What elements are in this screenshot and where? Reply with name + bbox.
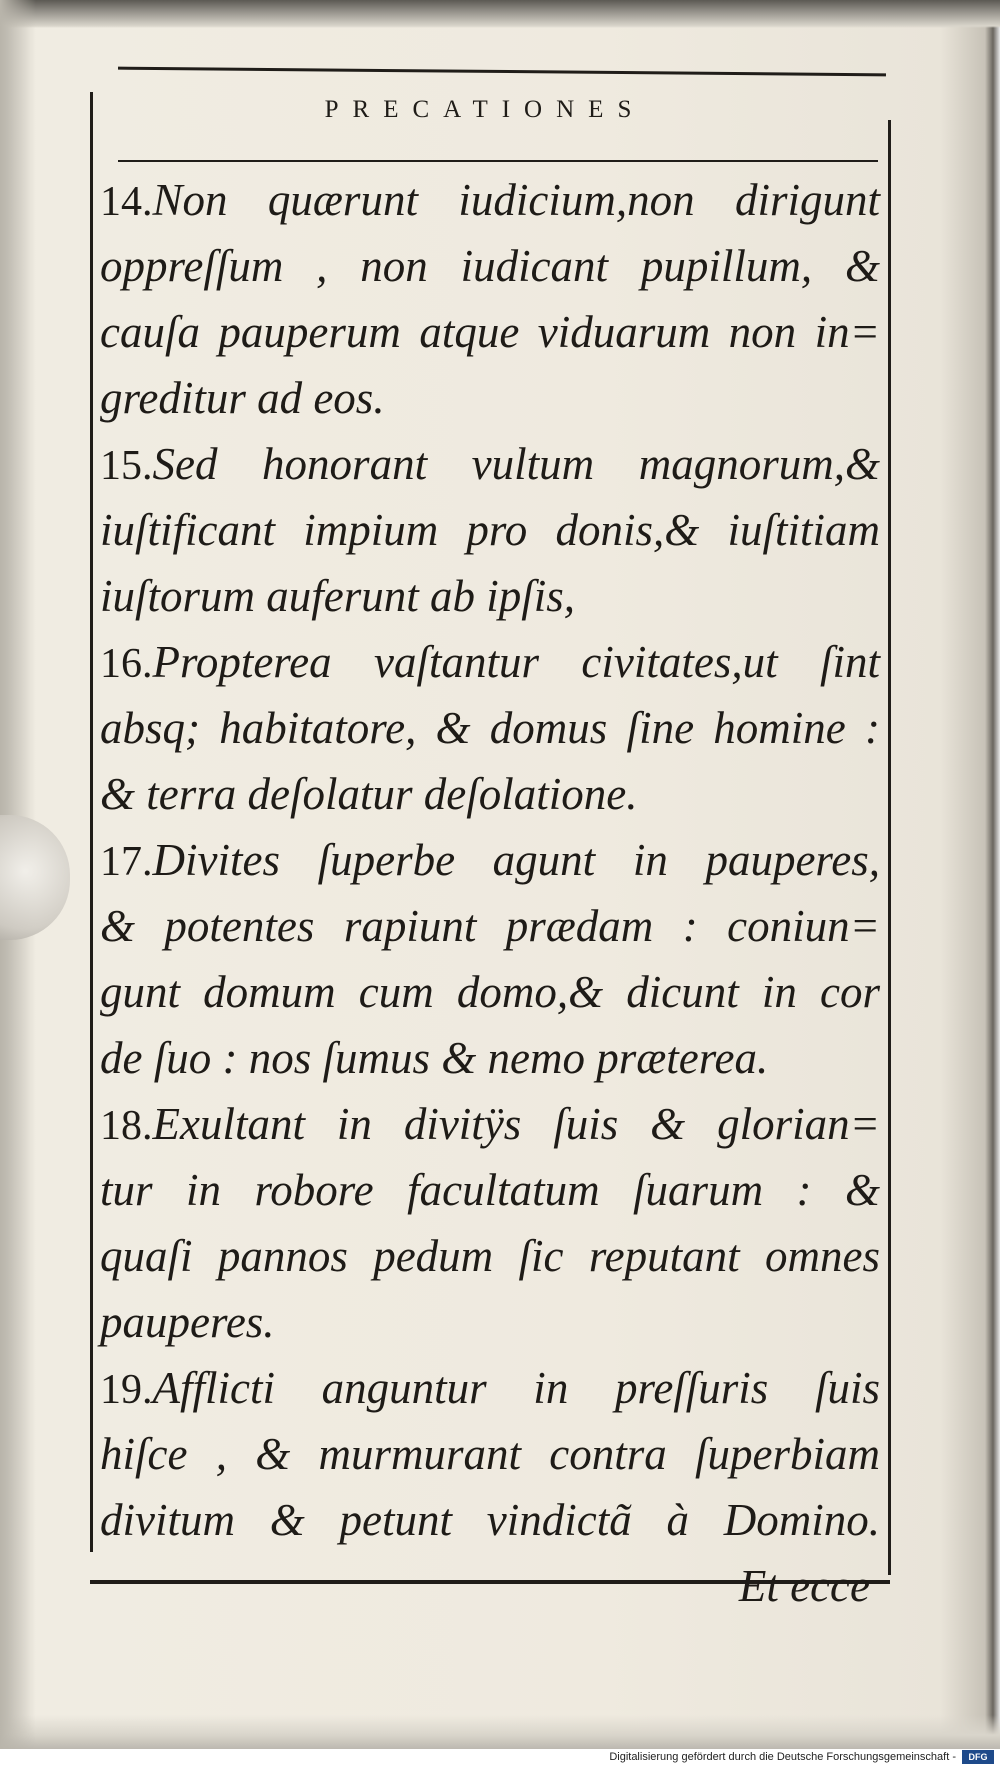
text-line: [100, 962, 880, 1022]
text-line: [100, 302, 880, 362]
line-text: Afflicti anguntur in preſſuris ſuis: [152, 1363, 880, 1413]
page-bottom-edge: [0, 1715, 1000, 1749]
head-rule: [118, 160, 878, 162]
line-text: Sed honorant vultum magnorum,&: [152, 439, 880, 489]
verse-number: 18.: [100, 1103, 153, 1149]
verse-number: 14.: [100, 179, 153, 225]
line-text: & potentes rapiunt prædam : coniun=: [100, 901, 880, 951]
text-line: [100, 1226, 880, 1286]
text-line: [100, 566, 575, 626]
line-text: de ſuo : nos ſumus & nemo præterea.: [100, 1033, 769, 1083]
text-line: [100, 1424, 880, 1484]
line-text: divitum & petunt vindictã à Domino.: [100, 1495, 880, 1545]
text-line: [100, 1490, 880, 1550]
text-line: [100, 1160, 880, 1220]
dfg-logo: DFG: [962, 1750, 994, 1764]
text-line: [100, 500, 880, 560]
line-text: pauperes.: [100, 1297, 275, 1347]
line-text: & terra deſolatur deſolatione.: [100, 769, 638, 819]
text-line: [100, 434, 880, 494]
text-line: [100, 1028, 768, 1088]
verse-number: 15.: [100, 443, 153, 489]
text-line: [100, 896, 880, 956]
line-text: hiſce , & murmurant contra ſuperbiam: [100, 1429, 880, 1479]
line-text: cauſa pauperum atque viduarum non in=: [100, 307, 880, 357]
verse-number: 17.: [100, 839, 153, 885]
footer-credit: Digitalisierung gefördert durch die Deutsche Forschungsgemeinschaft -: [609, 1751, 956, 1763]
text-line: [100, 632, 880, 692]
line-text: Divites ſuperbe agunt in pauperes,: [152, 835, 880, 885]
running-head: PRECATIONES: [324, 96, 646, 123]
text-line: [100, 698, 880, 758]
line-text: iuſtificant impium pro donis,& iuſtitiam: [100, 505, 880, 555]
verse-number: 19.: [100, 1367, 153, 1413]
text-line: [100, 1358, 880, 1418]
left-rule: [90, 92, 93, 1552]
line-text: tur in robore facultatum ſuarum : &: [100, 1165, 880, 1215]
right-rule: [888, 120, 891, 1575]
line-text: gunt domum cum domo,& dicunt in cor: [100, 967, 880, 1017]
line-text: absq; habitatore, & domus ſine homine :: [100, 703, 880, 753]
text-line: [100, 1292, 275, 1352]
main-text: [100, 170, 880, 1611]
text-line: [100, 764, 637, 824]
verse-number: 16.: [100, 641, 153, 687]
line-text: Exultant in divitÿs ſuis & glorian=: [152, 1099, 880, 1149]
line-text: quaſi pannos pedum ſic reputant omnes: [100, 1231, 880, 1281]
line-text: oppreſſum , non iudicant pupillum, &: [100, 241, 880, 291]
text-line: [100, 170, 880, 230]
catchword: Et ecce: [738, 1561, 870, 1611]
text-line: [100, 368, 385, 428]
text-line: [100, 1094, 880, 1154]
text-line: [100, 236, 880, 296]
page-top-edge: [0, 0, 1000, 28]
line-text: Non quærunt iudicium,non dirigunt: [152, 175, 880, 225]
line-text: Propterea vaſtantur civitates,ut ſint: [152, 637, 880, 687]
line-text: iuſtorum auferunt ab ipſis,: [100, 571, 576, 621]
line-text: greditur ad eos.: [100, 373, 385, 423]
text-line: [100, 830, 880, 890]
